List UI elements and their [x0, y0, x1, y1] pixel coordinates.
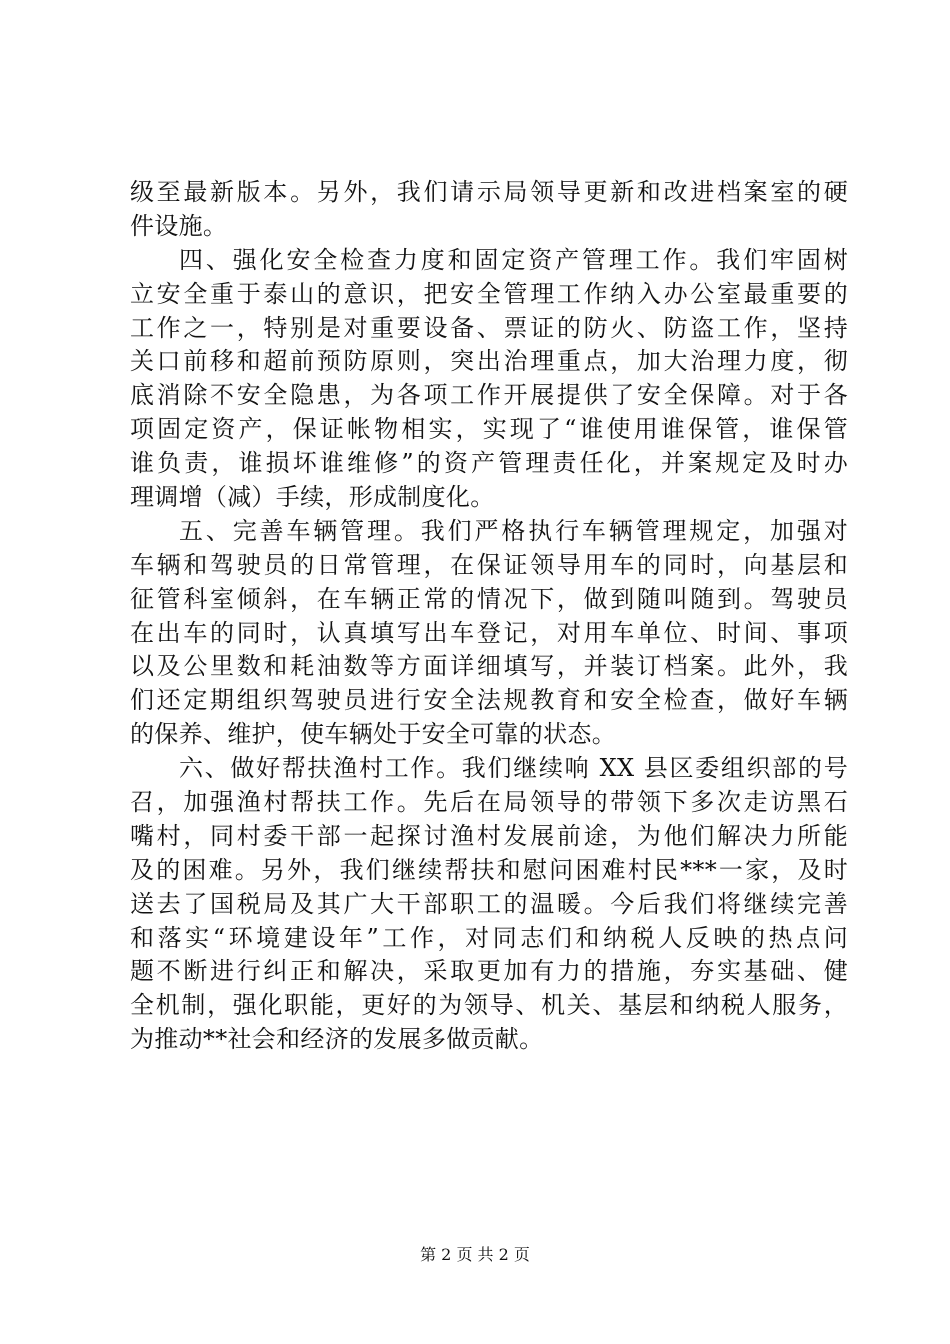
text-line: 为推动**社会和经济的发展多做贡献。	[130, 1025, 544, 1054]
text-line: 件设施。	[130, 211, 228, 240]
text-line: 的保养、维护，使车辆处于安全可靠的状态。	[130, 720, 616, 749]
paragraph-start-line: 六、做好帮扶渔村工作。我们继续响 XX 县区委组织部的号	[179, 754, 848, 783]
text-line: 理调增（减）手续，形成制度化。	[130, 483, 495, 512]
text-line: 题不断进行纠正和解决，采取更加有力的措施，夯实基础、健	[130, 957, 848, 986]
paragraph-start-line: 五、完善车辆管理。我们严格执行车辆管理规定，加强对	[179, 516, 848, 545]
text-line: 关口前移和超前预防原则，突出治理重点，加大治理力度，彻	[130, 347, 848, 376]
document-body	[130, 176, 848, 1057]
text-line: 召，加强渔村帮扶工作。先后在局领导的带领下多次走访黑石	[130, 788, 848, 817]
text-line: 车辆和驾驶员的日常管理，在保证领导用车的同时，向基层和	[130, 550, 848, 579]
text-line: 底消除不安全隐患，为各项工作开展提供了安全保障。对于各	[130, 381, 848, 410]
text-line: 送去了国税局及其广大干部职工的温暖。今后我们将继续完善	[130, 889, 848, 918]
paragraph-start-line: 四、强化安全检查力度和固定资产管理工作。我们牢固树	[179, 245, 848, 274]
text-line: 征管科室倾斜，在车辆正常的情况下，做到随叫随到。驾驶员	[130, 584, 848, 613]
text-line: 嘴村，同村委干部一起探讨渔村发展前途，为他们解决力所能	[130, 821, 848, 850]
text-line: 及的困难。另外，我们继续帮扶和慰问困难村民***一家，及时	[130, 855, 848, 884]
text-line: 项固定资产，保证帐物相实，实现了“谁使用谁保管，谁保管	[130, 415, 848, 444]
text-line: 全机制，强化职能，更好的为领导、机关、基层和纳税人服务，	[130, 991, 848, 1020]
text-line: 工作之一，特别是对重要设备、票证的防火、防盗工作，坚持	[130, 313, 848, 342]
page-number-footer: 第 2 页 共 2 页	[420, 1245, 530, 1264]
text-line: 在出车的同时，认真填写出车登记，对用车单位、时间、事项	[130, 618, 848, 647]
text-line: 和落实“环境建设年”工作，对同志们和纳税人反映的热点问	[130, 923, 848, 952]
text-line: 谁负责，谁损坏谁维修”的资产管理责任化，并案规定及时办	[130, 449, 848, 478]
text-line: 立安全重于泰山的意识，把安全管理工作纳入办公室最重要的	[130, 279, 848, 308]
text-line: 以及公里数和耗油数等方面详细填写，并装订档案。此外，我	[130, 652, 848, 681]
text-line: 级至最新版本。另外，我们请示局领导更新和改进档案室的硬	[130, 178, 848, 206]
text-line: 们还定期组织驾驶员进行安全法规教育和安全检查，做好车辆	[130, 686, 848, 715]
